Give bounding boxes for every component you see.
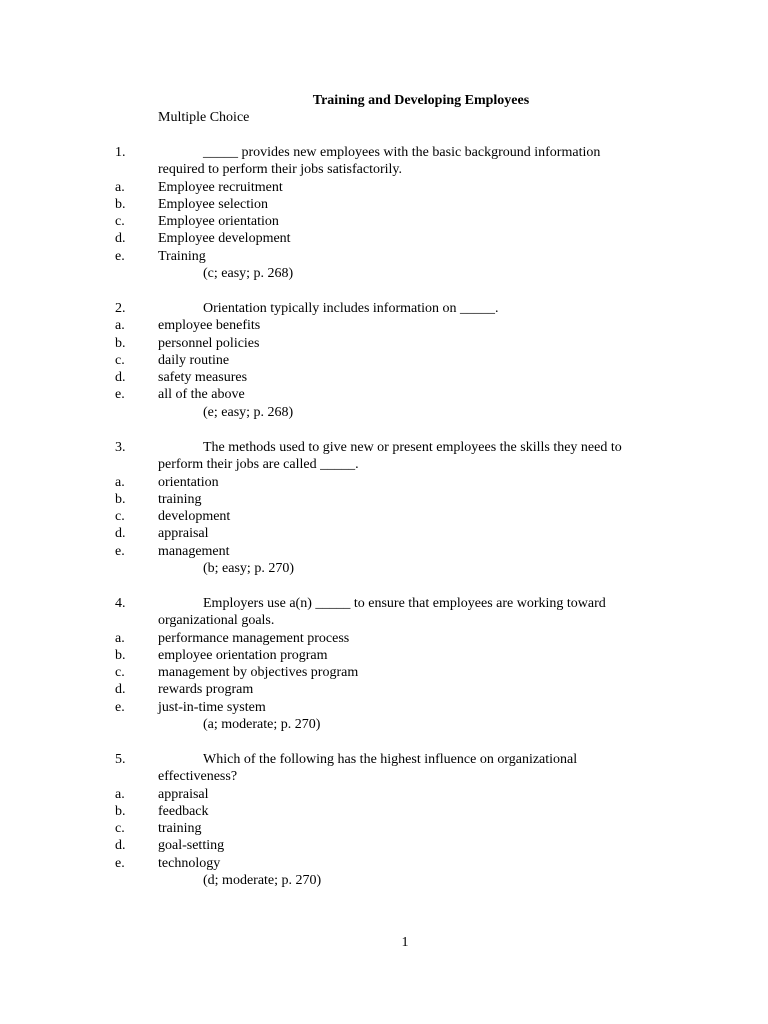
- option-text: appraisal: [158, 526, 209, 542]
- option-letter: a.: [115, 318, 125, 334]
- option-letter: e.: [115, 855, 125, 871]
- option-d: [0, 681, 768, 698]
- answer-key: (b; easy; p. 270): [203, 561, 294, 577]
- option-letter: d.: [115, 370, 126, 386]
- question-4: [0, 595, 768, 733]
- option-letter: b.: [115, 491, 126, 507]
- option-text: personnel policies: [158, 335, 260, 351]
- answer-key-row: [0, 872, 768, 889]
- question-stem-row: [0, 751, 768, 768]
- option-letter: a.: [115, 474, 125, 490]
- question-stem-line: The methods used to give new or present employees the skills they need to: [203, 440, 622, 455]
- option-e: [0, 699, 768, 716]
- option-b: [0, 803, 768, 820]
- option-text: orientation: [158, 474, 219, 490]
- question-number: 5.: [115, 752, 126, 767]
- option-letter: d.: [115, 231, 126, 247]
- option-e: [0, 543, 768, 560]
- option-d: [0, 369, 768, 386]
- option-text: Employee orientation: [158, 214, 279, 230]
- question-stem-row: [0, 768, 768, 785]
- question-3: [0, 439, 768, 577]
- question-number: 3.: [115, 440, 126, 455]
- option-b: [0, 196, 768, 213]
- option-letter: a.: [115, 630, 125, 646]
- option-d: [0, 837, 768, 854]
- option-letter: b.: [115, 196, 126, 212]
- option-a: [0, 179, 768, 196]
- question-stem-line: perform their jobs are called _____.: [158, 457, 359, 473]
- option-text: employee orientation program: [158, 647, 328, 663]
- option-text: daily routine: [158, 352, 230, 368]
- answer-key: (c; easy; p. 268): [203, 266, 294, 282]
- option-letter: b.: [115, 803, 126, 819]
- question-stem-line: Orientation typically includes information on _____.: [203, 301, 499, 316]
- option-letter: d.: [115, 838, 126, 854]
- question-1: [0, 144, 768, 282]
- option-a: [0, 630, 768, 647]
- option-c: [0, 664, 768, 681]
- option-text: Training: [158, 248, 206, 264]
- option-letter: c.: [115, 665, 125, 681]
- question-stem-line: required to perform their jobs satisfactorily.: [158, 162, 403, 178]
- option-text: safety measures: [158, 370, 248, 386]
- option-letter: e.: [115, 543, 125, 559]
- answer-key: (a; moderate; p. 270): [203, 717, 321, 733]
- question-stem-line: _____ provides new employees with the basic background information: [203, 145, 601, 160]
- document-title: Training and Developing Employees: [312, 93, 530, 108]
- option-c: [0, 508, 768, 525]
- option-text: technology: [158, 855, 221, 871]
- question-2: [0, 300, 768, 421]
- option-letter: a.: [115, 179, 125, 195]
- option-letter: a.: [115, 786, 125, 802]
- option-a: [0, 474, 768, 491]
- option-text: management: [158, 543, 230, 559]
- option-text: all of the above: [158, 387, 245, 403]
- answer-key-row: [0, 716, 768, 733]
- option-b: [0, 647, 768, 664]
- option-text: performance management process: [158, 630, 350, 646]
- option-text: Employee development: [158, 231, 291, 247]
- option-text: Employee selection: [158, 196, 269, 212]
- option-letter: c.: [115, 214, 125, 230]
- option-b: [0, 335, 768, 352]
- answer-key-row: [0, 404, 768, 421]
- option-letter: d.: [115, 526, 126, 542]
- option-text: feedback: [158, 803, 209, 819]
- option-letter: c.: [115, 509, 125, 525]
- option-b: [0, 491, 768, 508]
- option-d: [0, 230, 768, 247]
- option-e: [0, 855, 768, 872]
- option-text: goal-setting: [158, 838, 225, 854]
- question-stem-row: [0, 595, 768, 612]
- option-text: training: [158, 821, 202, 837]
- question-number: 4.: [115, 596, 126, 611]
- option-letter: e.: [115, 387, 125, 403]
- option-text: training: [158, 491, 202, 507]
- option-letter: e.: [115, 248, 125, 264]
- question-stem-row: [0, 456, 768, 473]
- page-number: 1: [401, 935, 409, 950]
- option-text: just-in-time system: [158, 699, 266, 715]
- question-stem-line: organizational goals.: [158, 613, 275, 629]
- option-text: rewards program: [158, 682, 254, 698]
- question-stem-row: [0, 300, 768, 317]
- answer-key: (d; moderate; p. 270): [203, 873, 322, 889]
- option-letter: b.: [115, 335, 126, 351]
- question-stem-line: Which of the following has the highest influence on organizational: [203, 752, 578, 767]
- section-heading: Multiple Choice: [158, 110, 250, 125]
- question-number: 2.: [115, 301, 126, 316]
- answer-key-row: [0, 560, 768, 577]
- question-stem-line: Employers use a(n) _____ to ensure that employees are working toward: [203, 596, 606, 611]
- option-text: appraisal: [158, 786, 209, 802]
- question-stem-row: [0, 144, 768, 161]
- option-c: [0, 213, 768, 230]
- option-e: [0, 386, 768, 403]
- question-5: [0, 751, 768, 889]
- option-c: [0, 820, 768, 837]
- question-stem-line: effectiveness?: [158, 769, 238, 785]
- option-e: [0, 248, 768, 265]
- answer-key-row: [0, 265, 768, 282]
- answer-key: (e; easy; p. 268): [203, 404, 294, 420]
- option-text: development: [158, 509, 231, 525]
- option-c: [0, 352, 768, 369]
- option-text: management by objectives program: [158, 665, 359, 681]
- option-text: Employee recruitment: [158, 179, 283, 195]
- option-a: [0, 786, 768, 803]
- question-number: 1.: [115, 145, 126, 160]
- option-d: [0, 525, 768, 542]
- question-stem-row: [0, 612, 768, 629]
- question-stem-row: [0, 439, 768, 456]
- option-text: employee benefits: [158, 318, 261, 334]
- option-letter: c.: [115, 352, 125, 368]
- question-stem-row: [0, 161, 768, 178]
- option-letter: d.: [115, 682, 126, 698]
- option-letter: b.: [115, 647, 126, 663]
- option-letter: c.: [115, 821, 125, 837]
- option-a: [0, 317, 768, 334]
- option-letter: e.: [115, 699, 125, 715]
